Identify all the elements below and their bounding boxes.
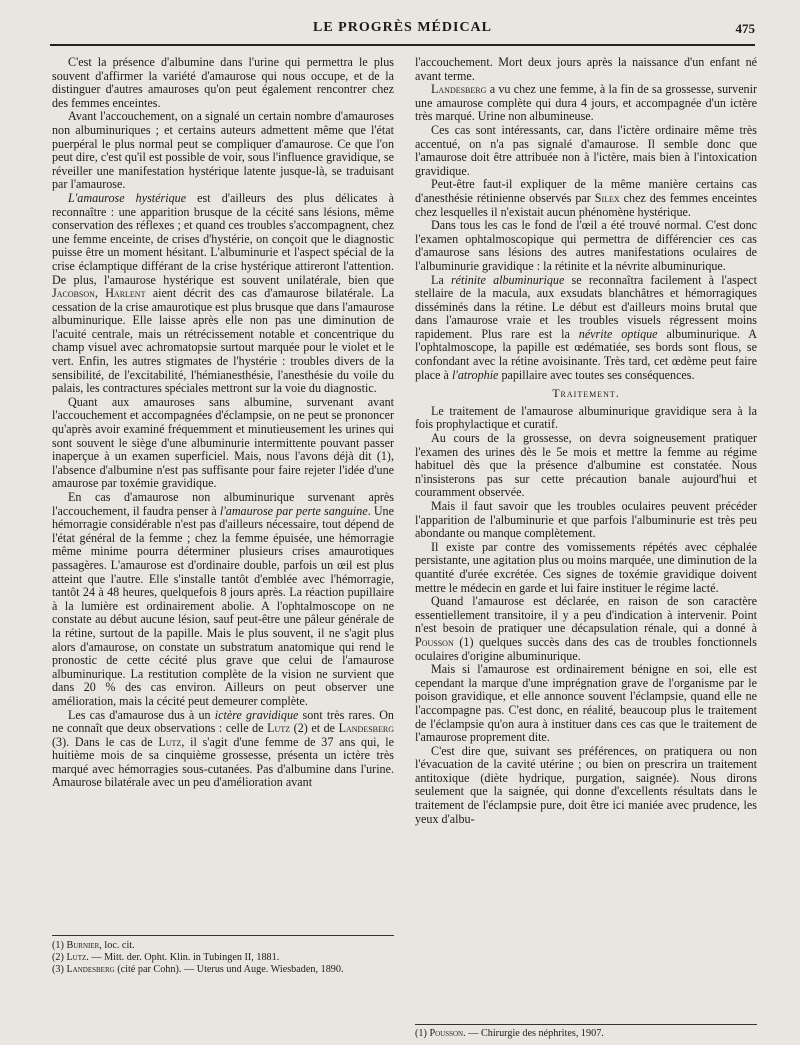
footnote: (3) Landesberg (cité par Cohn). — Uterus und Auge. Wiesbaden, 1890. [52, 964, 344, 975]
page-number: 475 [735, 21, 755, 36]
paragraph: Dans tous les cas le fond de l'œil a été trouvé normal. C'est donc l'examen ophtalmoscopique qui permettra de différencier ces cas d'amaurose sans lésions des autres manifestations oculaires de l'albuminurie gravidique : la rétinite et la névrite albuminurique. [415, 218, 757, 273]
paragraph: Avant l'accouchement, on a signalé un certain nombre d'amauroses non albuminuriques ; et certains auteurs admettent même que l'état puerpéral le plus normal peut se compliquer d'amaurose. Ce que l'on peut dire, c'est qu'il est possible de voir, sous l'influence gravidique, se réveiller une manifestation hystérique latente jusque-là, se traduisant par l'amaurose. [52, 109, 394, 192]
paragraph: Quant aux amauroses sans albumine, survenant avant l'accouchement et accompagnées d'éclampsie, on ne peut se prononcer qu'après avoir examiné fréquemment et minutieusement les urines qui sont souvent le siège d'une albuminurie intermittente pouvant passer inaperçue à un examen superficiel. Mais, nous l'avons déjà dit (1), l'absence d'albumine n'est pas suffisante pour faire rejeter l'idée d'une amaurose par toxémie gravidique. [52, 394, 394, 491]
paragraph: Ces cas sont intéressants, car, dans l'ictère ordinaire même très accentué, on n'a pas signalé d'amaurose. Il semble donc que l'amaurose doit être attribuée non à l'ictère, mais bien à l'intoxication gravidique. [415, 122, 757, 178]
paragraph: Quand l'amaurose est déclarée, en raison de son caractère essentiellement transitoire, il y a peu d'indication à intervenir. Point n'est besoin de pratiquer une décapsulation rénale, qui a donné à Pousson (1) quelques succès dans des cas de troubles fonctionnels oculaires d'origine albuminurique. [415, 594, 757, 663]
paragraph: Les cas d'amaurose dus à un ictère gravidique sont très rares. On ne connaît que deux observations : celle de Lutz (2) et de Landesberg (3). Dans le cas de Lutz, il s'agit d'une femme de 37 ans qui, le huitième mois de sa cinquième grossesse, présenta un ictère très marqué avec hémorragies sous-cutanées. Pas d'albumine dans l'urine. Amaurose bilatérale avec un peu d'amélioration avant [52, 707, 394, 790]
paragraph: Mais si l'amaurose est ordinairement bénigne en soi, elle est cependant la marque d'une imprégnation grave de l'organisme par le poison gravidique, et elle annonce souvent l'éclampsie, quand elle ne l'accompagne pas. C'est donc, en réalité, beaucoup plus le traitement de l'éclampsie qu'on aura à instituer dans ces cas que le traitement de l'amaurose proprement dite. [415, 662, 757, 745]
author-name: Pousson [415, 634, 454, 649]
running-header [50, 18, 755, 46]
emphasis: l'atrophie [451, 367, 499, 382]
author-name: Landesberg [431, 82, 487, 97]
author-name: Lutz [158, 734, 182, 749]
journal-title: LE PROGRÈS MÉDICAL [312, 20, 493, 35]
footnotes-left [52, 935, 394, 976]
paragraph: Il existe par contre des vomissements répétés avec céphalée persistante, une agitation plus ou moins marquée, une diminution de la quantité d'urée excrétée. Ces signes de toxémie gravidique doivent mettre le médecin en garde et lui faire instituer le régime lacté. [415, 539, 757, 595]
author-name: Harlent [105, 286, 146, 301]
paragraph: Mais il faut savoir que les troubles oculaires peuvent précéder l'apparition de l'albuminurie et que parfois l'albuminurie est très peu abondante ou manque complètement. [415, 499, 757, 541]
paragraph: Au cours de la grossesse, on devra soigneusement pratiquer l'examen des urines dès le 5e mois et mettre la femme au régime habituel dès que la présence d'albumine est constatée. Nous n'insisterons pas sur cette précaution banale aujourd'hui et couramment observée. [415, 431, 757, 500]
footnote: (1) Burnier, loc. cit. [52, 940, 135, 951]
emphasis: névrite optique [578, 326, 658, 341]
emphasis: ictère gravidique [214, 707, 299, 722]
paragraph: Landesberg a vu chez une femme, à la fin de sa grossesse, survenir une amaurose complète qui dura 4 jours, et accompagnée d'un ictère très marqué. Urine non albumineuse. [415, 82, 757, 124]
paragraph: En cas d'amaurose non albuminurique survenant après l'accouchement, il faudra penser à l'amaurose par perte sanguine. Une hémorragie considérable n'est pas d'ailleurs nécessaire, tout dépend de l'état général de la femme ; chez la femme épuisée, une hémorragie même minime pourra déterminer plusieurs crises amaurotiques passagères. L'amaurose est d'ordinaire double, parfois un œil est plus atteint que l'autre. Elle s'installe tantôt d'emblée avec l'hémorragie, tantôt 24 à 48 heures, quelquefois 8 jours après. La réaction pupillaire à la lumière est ordinairement abolie. A l'ophtalmoscope on ne constate au début aucune lésion, sauf peut-être une pâleur générale de la rétine, surtout de la papille. Mais le plus souvent, il ne s'agit plus alors d'amaurose, on constate un substratum anatomique qui rend le pronostic de cette cécité plus grave que celui de l'amaurose albuminurique. La restitution complète de la vision ne survient que dans 20 % des cas environ. Ailleurs on peut observer une amélioration, mais la cécité peut demeurer complète. [52, 490, 394, 708]
paragraph: L'amaurose hystérique est d'ailleurs des plus délicates à reconnaître : une apparition brusque de la cécité sans lésions, même conservation des réflexes ; et quand ces troubles s'accompagnent, chez une femme enceinte, de crises d'hystérie, on conçoit que le diagnostic puisse être un moment hésitant. L'albuminurie et l'aspect spécial de la crise éclamptique différant de la crise hystérique attireront l'attention. De plus, l'amaurose hystérique est souvent unilatérale, bien que Jacobson, Harlent aient décrit des cas d'amaurose bilatérale. La cessation de la crise amaurotique est plus brusque que dans l'amaurose albuminurique. Elle laisse après elle non pas une diminution de l'acuité centrale, mais un rétrécissement notable et concentrique du champ visuel avec achromatopsie surtout marquée pour le violet et le vert. Enfin, les autres stigmates de l'hystérie : troubles divers de la sensibilité, de l'excitabilité, l'hémianesthésie, l'anesthésie du voile du palais, les contractures spéciales mettront sur la voie du diagnostic. [52, 190, 394, 396]
paragraph: l'accouchement. Mort deux jours après la naissance d'un enfant né avant terme. [415, 55, 757, 83]
paragraph: Le traitement de l'amaurose albuminurique gravidique sera à la fois prophylactique et curatif. [415, 403, 757, 432]
emphasis: l'amaurose par perte sanguine [219, 503, 368, 518]
author-name: Jacobson [52, 286, 95, 301]
section-heading: Traitement. [552, 386, 620, 401]
footnotes-right [415, 1024, 757, 1040]
emphasis: rétinite albuminurique [450, 272, 565, 287]
footnote: (2) Lutz. — Mitt. der. Opht. Klin. in Tubingen II, 1881. [52, 952, 280, 963]
paragraph: C'est dire que, suivant ses préférences, on pratiquera ou non l'évacuation de la cavité utérine ; ou bien on prescrira un traitement antitoxique (diète hydrique, purgation, saignée). Nous dirons seulement que la saignée, qui donne d'excellents résultats dans le traitement de l'éclampsie pure, doit être ici maniée avec prudence, les yeux d'albu- [415, 743, 757, 826]
author-name: Landesberg [338, 721, 394, 736]
paragraph: Peut-être faut-il expliquer de la même manière certains cas d'anesthésie rétinienne observés par Silex chez des femmes enceintes chez lesquelles il n'existait aucun phénomène hystérique. [415, 177, 757, 219]
footnote: (1) Pousson. — Chirurgie des néphrites, 1907. [415, 1028, 604, 1039]
paragraph: C'est la présence d'albumine dans l'urine qui permettra le plus souvent d'affirmer la variété d'amaurose qui nous occupe, et de la distinguer d'autres amauroses qu'on peut également rencontrer chez des femmes enceintes. [52, 55, 394, 110]
author-name: Silex [594, 190, 620, 205]
author-name: Lutz [267, 721, 291, 736]
emphasis: L'amaurose hystérique [68, 190, 187, 205]
left-column [52, 56, 394, 790]
paragraph: La rétinite albuminurique se reconnaîtra facilement à l'aspect stellaire de la macula, aux exsudats blanchâtres et hémorragiques disséminés dans la rétine. Le début est d'ailleurs moins brutal que dans l'amaurose vraie et les troubles visuels régressent moins rapidement. Plus rare est la névrite optique albuminurique. A l'ophtalmoscope, la papille est œdématiée, ses bords sont flous, se confondant avec la rétine avoisinante. Très tard, cet œdème peut faire place à l'atrophie papillaire avec toutes ses conséquences. [415, 272, 757, 382]
right-column [415, 56, 757, 826]
